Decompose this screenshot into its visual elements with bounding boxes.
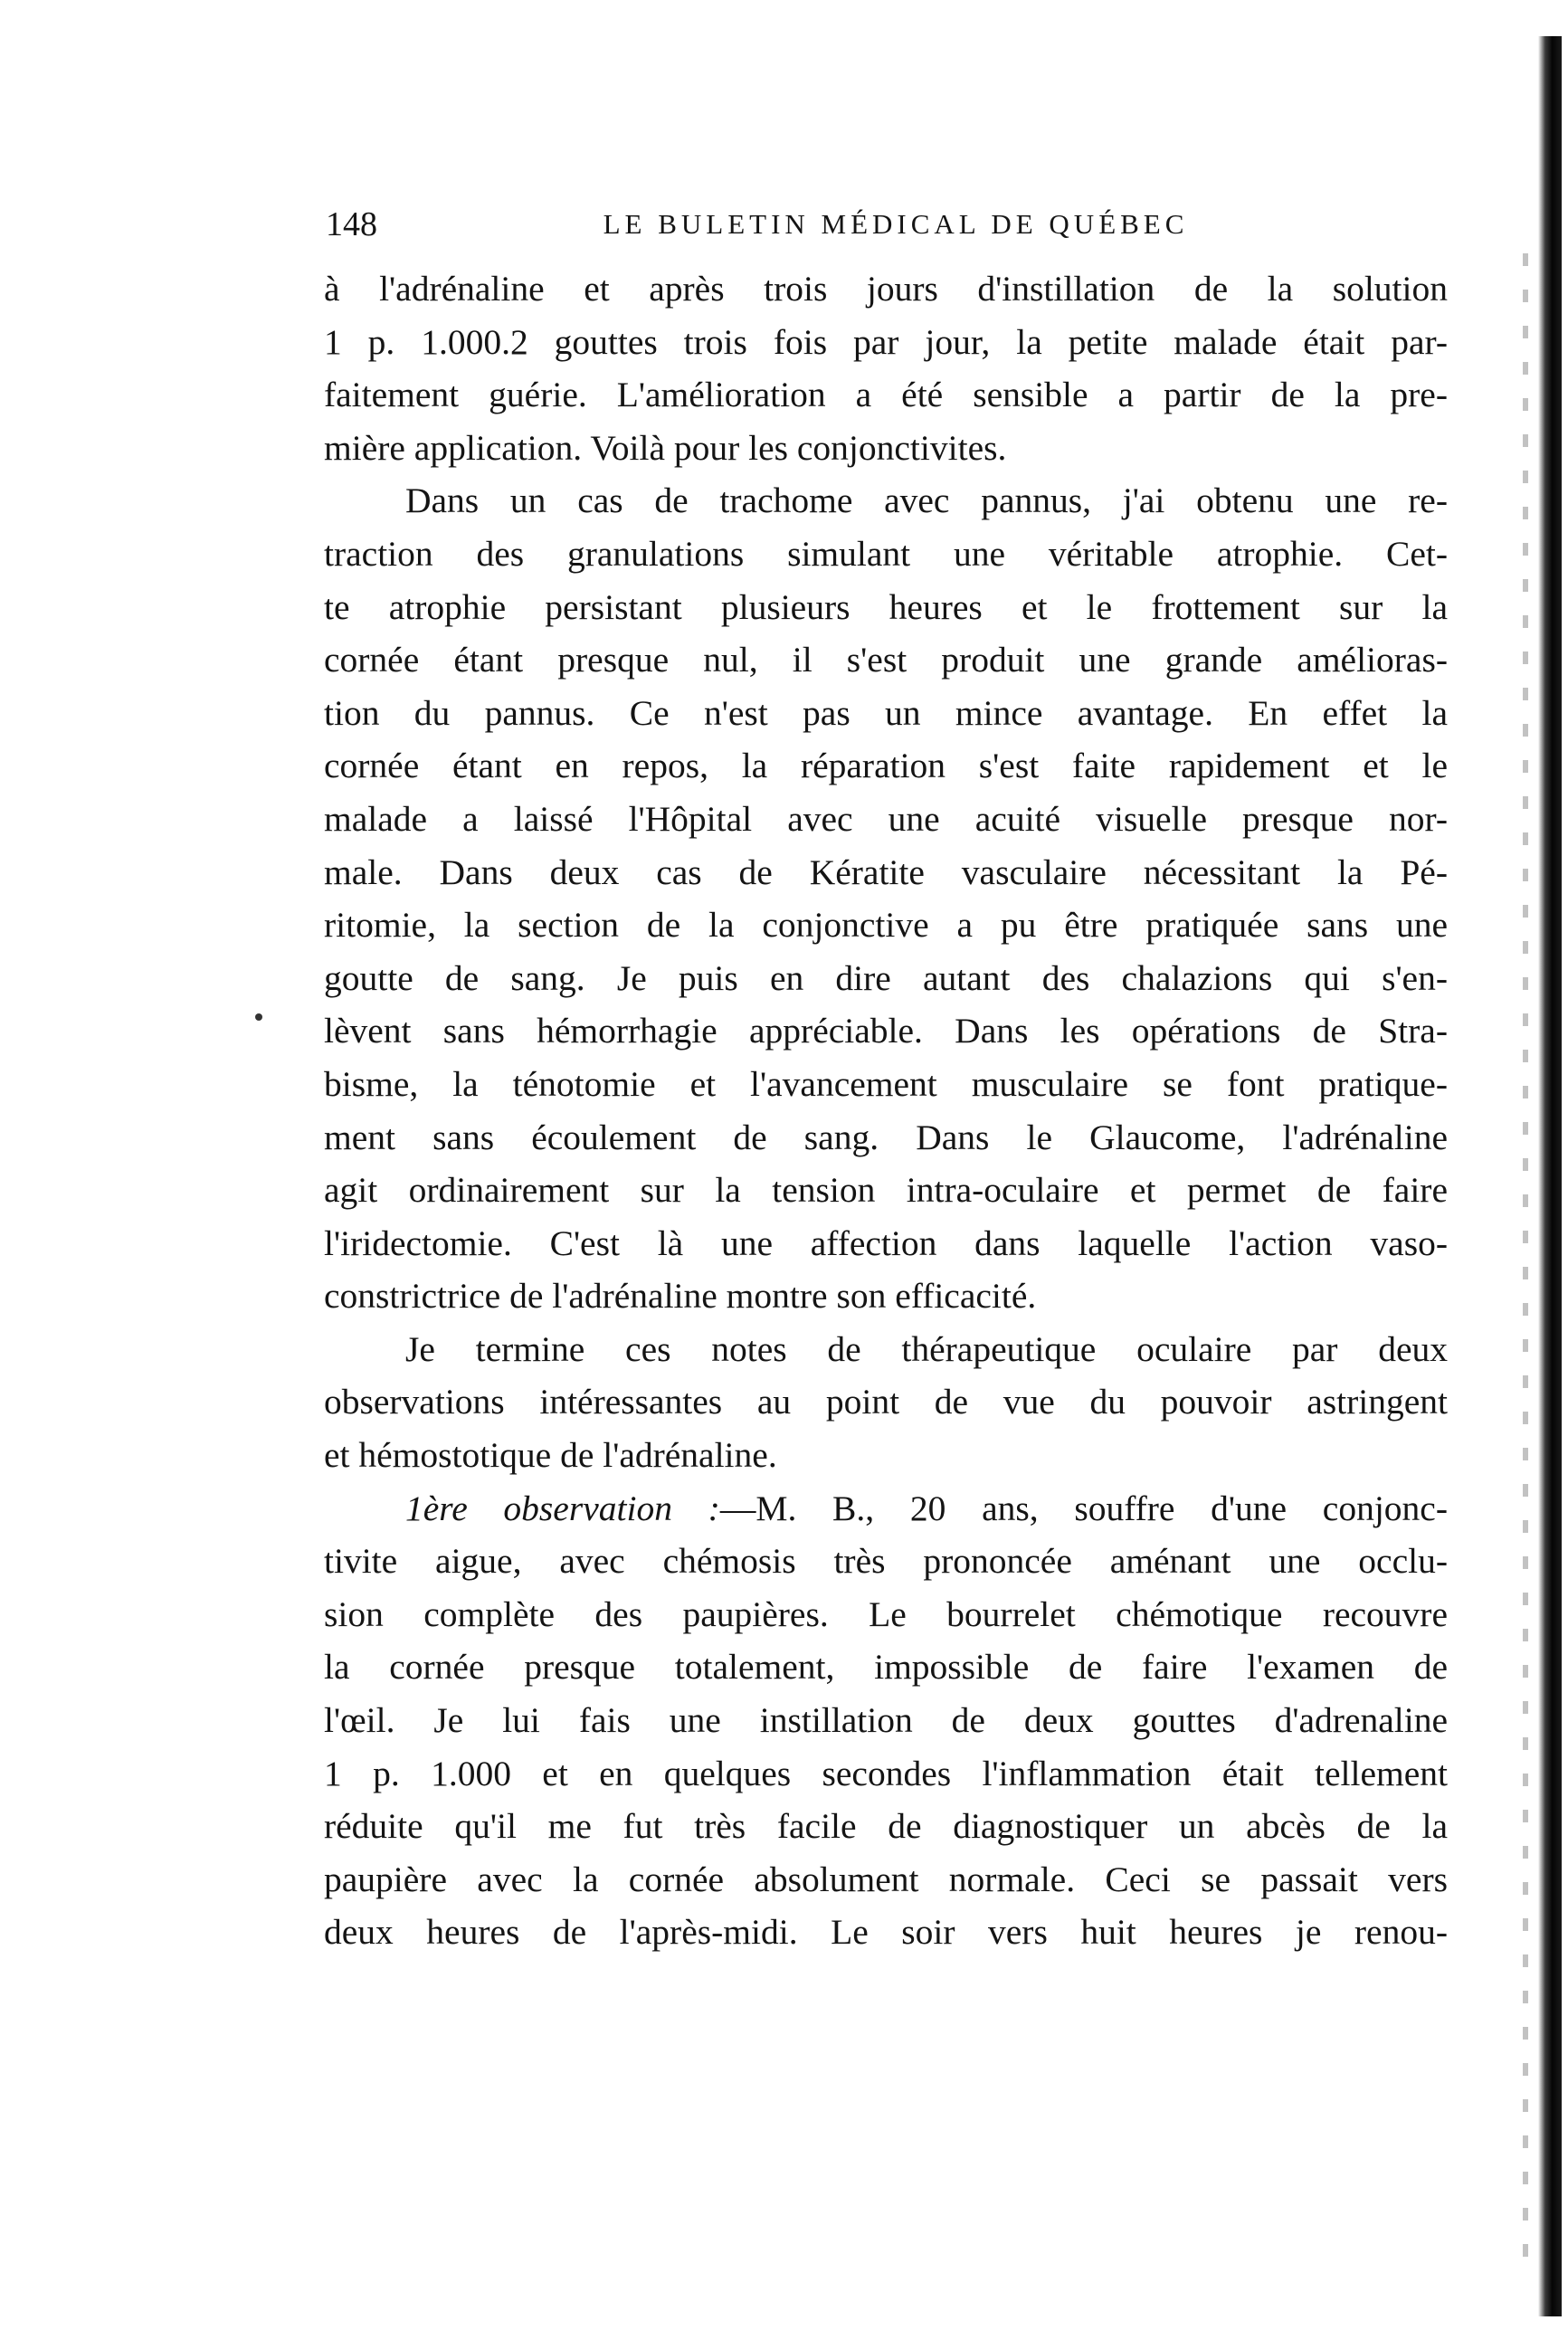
text-line: sion complète des paupières. Le bourrelet chémotique recouvre <box>324 1593 1448 1634</box>
text-line: réduite qu'il me fut très facile de diagnostiquer un abcès de la <box>324 1806 1448 1847</box>
observation-heading: 1ère observation : <box>405 1488 720 1528</box>
text-line: malade a laissé l'Hôpital avec une acuité visuelle presque nor- <box>324 798 1448 839</box>
ink-speck <box>255 1013 262 1021</box>
page-edge-shadow <box>1523 253 1528 2280</box>
text-fragment: —M. B., 20 ans, souffre d'une conjonc- <box>719 1488 1448 1528</box>
text-line: ritomie, la section de la conjonctive a pu être pratiquée sans une <box>324 905 1448 946</box>
text-line: Dans un cas de trachome avec pannus, j'ai obtenu une re- <box>405 480 1448 521</box>
text-line: 1 p. 1.000 et en quelques secondes l'inflammation était tellement <box>324 1753 1448 1793</box>
text-line: lèvent sans hémorrhagie appréciable. Dans les opérations de Stra- <box>324 1011 1448 1051</box>
text-line: bisme, la ténotomie et l'avancement musculaire se font pratique- <box>324 1063 1448 1104</box>
text-line: constrictrice de l'adrénaline montre son efficacité. <box>324 1276 1037 1317</box>
running-head <box>326 197 1466 252</box>
text-line: mière application. Voilà pour les conjonctivites. <box>324 427 1007 468</box>
text-line: observations intéressantes au point de vue du pouvoir astringent <box>324 1382 1448 1422</box>
text-line: et hémostotique de l'adrénaline. <box>324 1435 777 1476</box>
text-line: ment sans écoulement de sang. Dans le Glaucome, l'adrénaline <box>324 1117 1448 1157</box>
text-line: deux heures de l'après-midi. Le soir vers huit heures je renou- <box>324 1912 1448 1953</box>
page-number: 148 <box>326 205 377 243</box>
text-line: faitement guérie. L'amélioration a été sensible a partir de la pre- <box>324 375 1448 415</box>
text-line: à l'adrénaline et après trois jours d'instillation de la solution <box>324 269 1448 309</box>
text-line: tivite aigue, avec chémosis très prononcée aménant une occlu- <box>324 1541 1448 1582</box>
text-line: l'iridectomie. C'est là une affection dans laquelle l'action vaso- <box>324 1222 1448 1263</box>
text-line: cornée étant en repos, la réparation s'est faite rapidement et le <box>324 746 1448 786</box>
text-line: paupière avec la cornée absolument normale. Ceci se passait vers <box>324 1859 1448 1899</box>
text-line: male. Dans deux cas de Kératite vasculaire nécessitant la Pé- <box>324 851 1448 892</box>
text-line: agit ordinairement sur la tension intra-oculaire et permet de faire <box>324 1170 1448 1211</box>
text-line: traction des granulations simulant une véritable atrophie. Cet- <box>324 533 1448 574</box>
binding-edge <box>1538 36 1562 2316</box>
text-line: cornée étant presque nul, il s'est produit une grande amélioras- <box>324 640 1448 680</box>
text-line: Je termine ces notes de thérapeutique oculaire par deux <box>405 1328 1448 1369</box>
journal-title: LE BULETIN MÉDICAL DE QUÉBEC <box>603 208 1189 240</box>
text-line: te atrophie persistant plusieurs heures et le frottement sur la <box>324 586 1448 627</box>
text-line: goutte de sang. Je puis en dire autant des chalazions qui s'en- <box>324 957 1448 998</box>
text-line: la cornée presque totalement, impossible de faire l'examen de <box>324 1647 1448 1688</box>
text-line: tion du pannus. Ce n'est pas un mince avantage. En effet la <box>324 692 1448 733</box>
body-text <box>324 262 1448 1959</box>
text-line: l'œil. Je lui fais une instillation de deux gouttes d'adrenaline <box>324 1700 1448 1741</box>
text-line <box>324 1482 1448 1536</box>
text-line: 1 p. 1.000.2 gouttes trois fois par jour, la petite malade était par- <box>324 321 1448 362</box>
